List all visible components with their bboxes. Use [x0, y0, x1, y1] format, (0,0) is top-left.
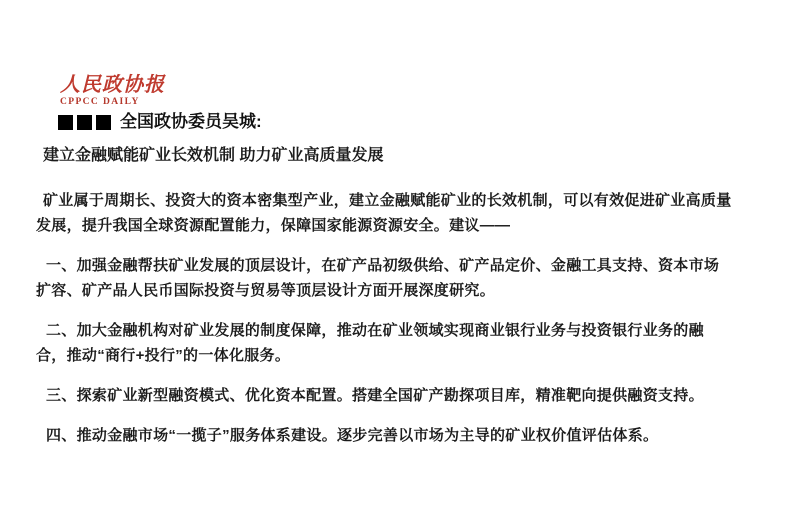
black-squares-icon [58, 115, 111, 130]
cppcc-daily-logo [60, 74, 165, 107]
article-paragraph-point-4: 四、推动金融市场“一揽子”服务体系建设。逐步完善以市场为主导的矿业权价值评估体系。 [46, 427, 659, 444]
logo-masthead-text: 人民政协报 [60, 74, 165, 96]
article-body [36, 188, 732, 463]
article-paragraph-point-1: 一、加强金融帮扶矿业发展的顶层设计，在矿产品初级供给、矿产品定价、金融工具支持、资本市场扩容、矿产品人民币国际投资与贸易等顶层设计方面开展深度研究。 [36, 257, 720, 299]
article-paragraph-intro: 矿业属于周期长、投资大的资本密集型产业，建立金融赋能矿业的长效机制，可以有效促进矿业高质量发展，提升我国全球资源配置能力，保障国家能源资源安全。建议—— [36, 192, 732, 234]
black-square-icon [77, 115, 92, 130]
black-square-icon [58, 115, 73, 130]
byline-text: 全国政协委员吴城: [120, 112, 262, 131]
article-paragraph-point-2: 二、加大金融机构对矿业发展的制度保障，推动在矿业领域实现商业银行业务与投资银行业务的融合，推动“商行+投行”的一体化服务。 [36, 322, 704, 364]
article-paragraph-point-3: 三、探索矿业新型融资模式、优化资本配置。搭建全国矿产勘探项目库，精准靶向提供融资支持。 [46, 387, 704, 404]
black-square-icon [96, 115, 111, 130]
byline-row [58, 111, 262, 133]
article-title: 建立金融赋能矿业长效机制 助力矿业高质量发展 [43, 147, 384, 164]
logo-subtitle-text: CPPCC DAILY [60, 97, 140, 107]
